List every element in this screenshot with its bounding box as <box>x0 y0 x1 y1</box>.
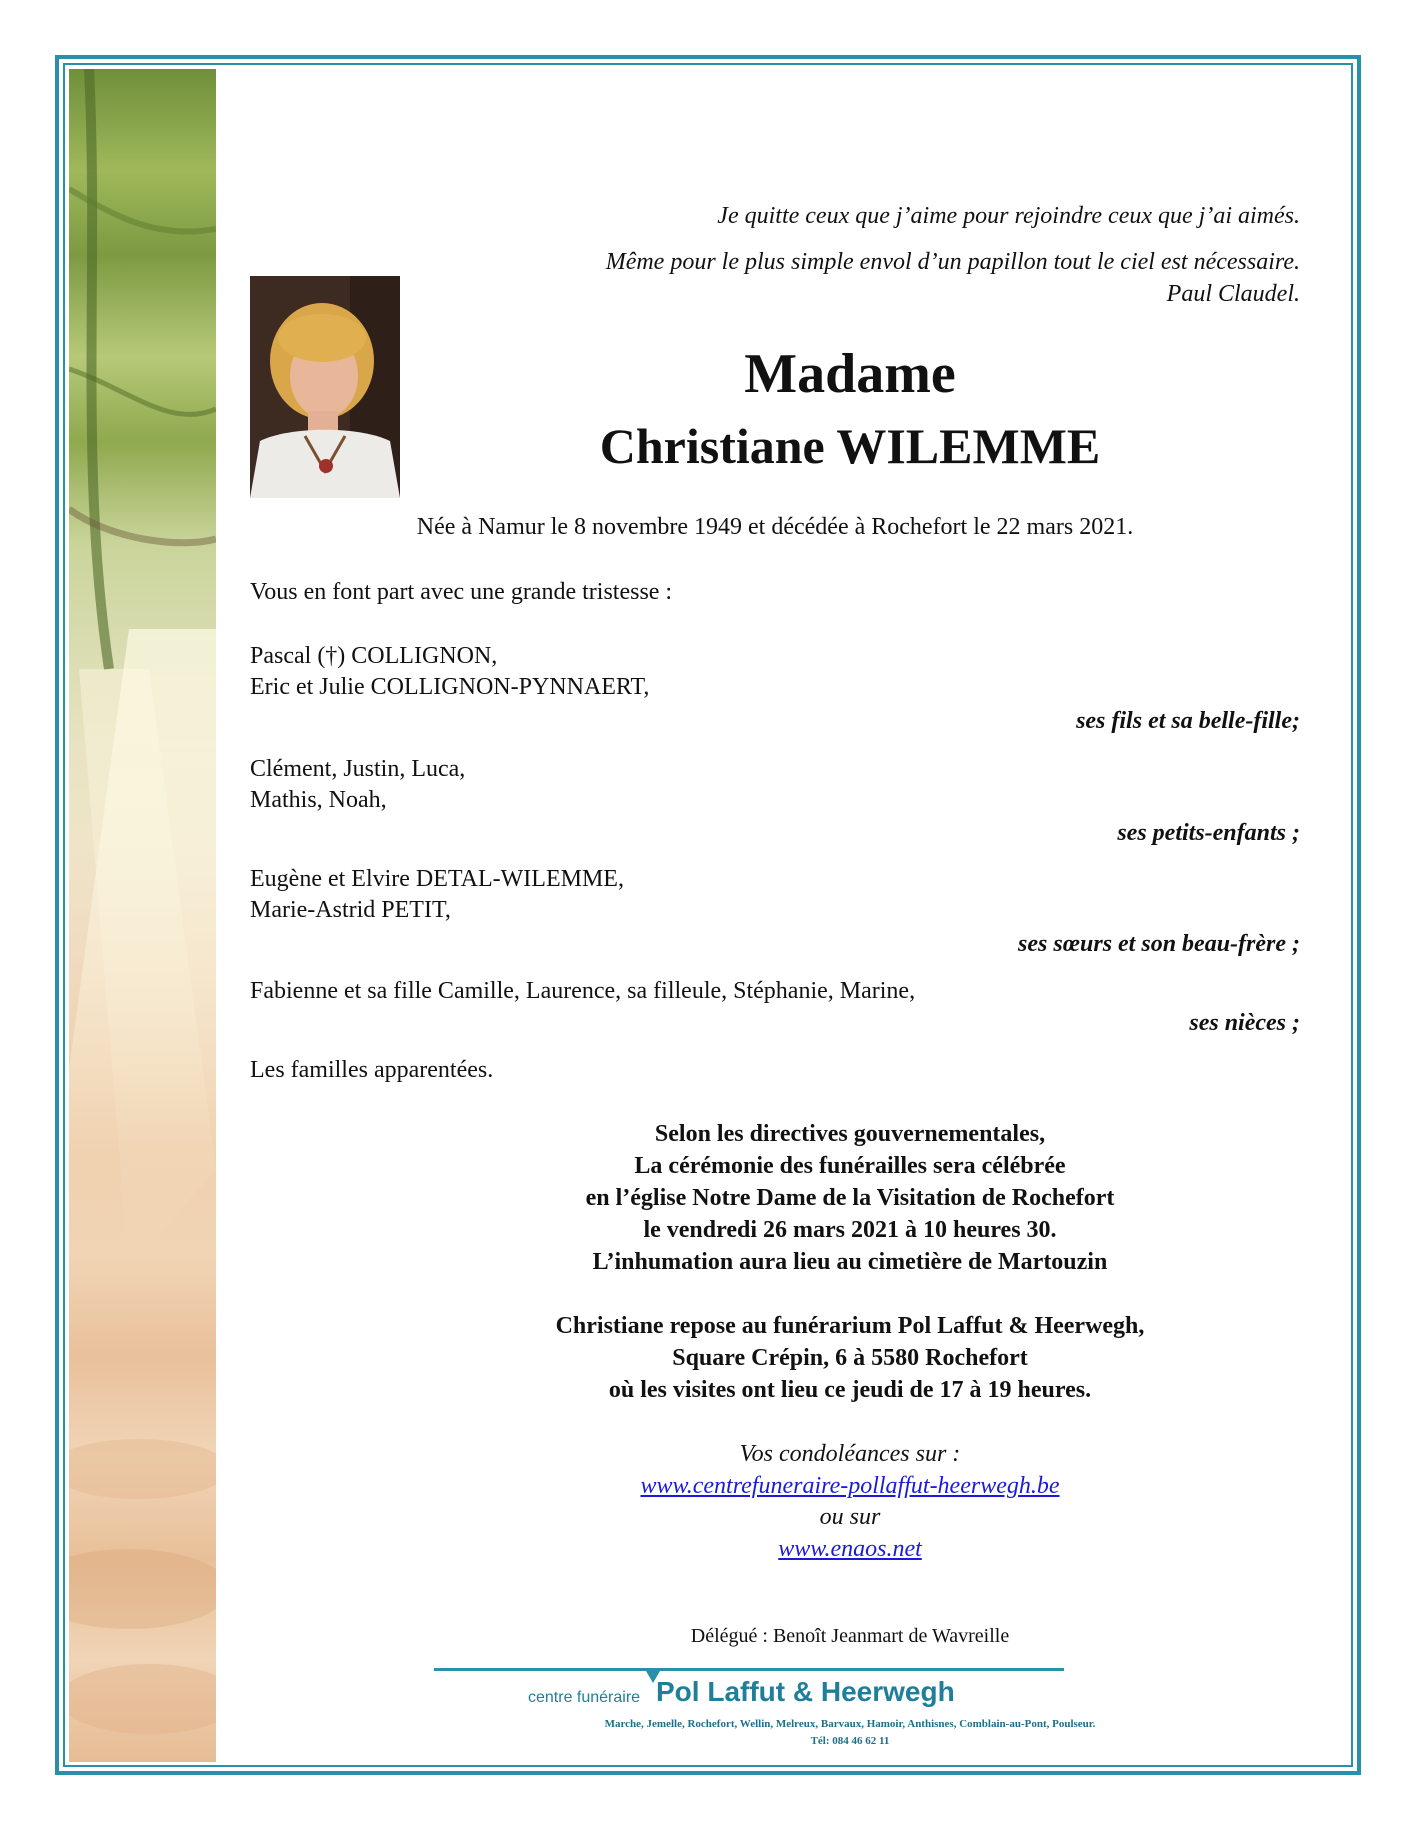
ceremony-line: le vendredi 26 mars 2021 à 10 heures 30. <box>643 1217 1057 1243</box>
logo-subtitle: centre funéraire <box>528 1689 641 1706</box>
quote-author: Paul Claudel. <box>1166 281 1300 307</box>
announcement-intro: Vous en font part avec une grande tristesse : <box>250 579 673 605</box>
quote-line-2: Même pour le plus simple envol d’un papillon tout le ciel est nécessaire. <box>605 249 1300 275</box>
family-role: ses fils et sa belle-fille; <box>1076 708 1300 734</box>
forest-path-image <box>69 69 216 1762</box>
family-line: Clément, Justin, Luca, <box>250 756 466 782</box>
ceremony-line: en l’église Notre Dame de la Visitation de Rochefort <box>585 1185 1115 1211</box>
ceremony-line: Selon les directives gouvernementales, <box>654 1121 1046 1147</box>
delegate-text: Délégué : Benoît Jeanmart de Wavreille <box>690 1625 1010 1647</box>
family-role: ses nièces ; <box>1189 1010 1300 1036</box>
visit-line: Christiane repose au funérarium Pol Laffut & Heerwegh, <box>555 1313 1145 1339</box>
funeral-home-link[interactable]: www.centrefuneraire-pollaffut-heerwegh.be <box>640 1473 1060 1499</box>
related-families: Les familles apparentées. <box>250 1057 494 1083</box>
portrait-photo <box>250 276 400 498</box>
family-line: Eric et Julie COLLIGNON-PYNNAERT, <box>250 674 650 700</box>
logo-locations: Marche, Jemelle, Rochefort, Wellin, Melreux, Barvaux, Hamoir, Anthisnes, Comblain-au-Pont, Poulseur. <box>604 1718 1096 1730</box>
family-line: Eugène et Elvire DETAL-WILEMME, <box>250 866 624 892</box>
logo-name: Pol Laffut & Heerwegh <box>656 1676 955 1707</box>
ceremony-line: L’inhumation aura lieu au cimetière de Martouzin <box>592 1249 1108 1275</box>
family-line: Pascal (†) COLLIGNON, <box>250 643 498 669</box>
condolences-intro: Vos condoléances sur : <box>739 1441 961 1467</box>
condolences-or: ou sur <box>819 1504 881 1530</box>
deceased-name: Christiane WILEMME <box>599 418 1101 474</box>
family-role: ses petits-enfants ; <box>1117 820 1300 846</box>
deceased-title: Madame <box>744 343 956 405</box>
family-role: ses sœurs et son beau-frère ; <box>1018 931 1300 957</box>
visit-line: où les visites ont lieu ce jeudi de 17 à 19 heures. <box>608 1377 1092 1403</box>
enaos-link[interactable]: www.enaos.net <box>778 1536 922 1562</box>
family-line: Fabienne et sa fille Camille, Laurence, sa filleule, Stéphanie, Marine, <box>250 978 916 1004</box>
family-line: Mathis, Noah, <box>250 787 387 813</box>
quote-line-1: Je quitte ceux que j’aime pour rejoindre ceux que j’ai aimés. <box>717 203 1300 229</box>
logo-phone: Tél: 084 46 62 11 <box>810 1735 890 1747</box>
ceremony-line: La cérémonie des funérailles sera célébrée <box>634 1153 1066 1179</box>
birth-death-dates: Née à Namur le 8 novembre 1949 et décédée à Rochefort le 22 mars 2021. <box>416 514 1134 540</box>
visit-line: Square Crépin, 6 à 5580 Rochefort <box>672 1345 1028 1371</box>
footer-divider <box>434 1668 1064 1671</box>
family-line: Marie-Astrid PETIT, <box>250 897 451 923</box>
